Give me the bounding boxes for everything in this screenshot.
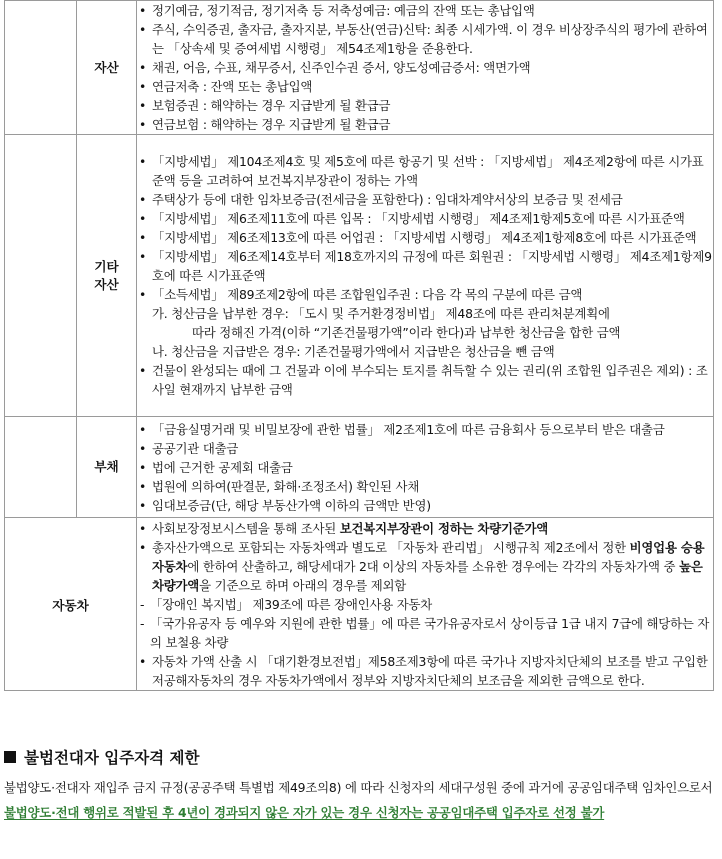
- list-item: [137, 538, 713, 595]
- row-asset: [5, 1, 714, 135]
- list-item: • 연금보험 : 해약하는 경우 지급받게 될 환급금: [137, 115, 713, 134]
- list-item: • 연금저축 : 잔액 또는 총납입액: [137, 77, 713, 96]
- blank-cell: [5, 1, 77, 135]
- list-item: • 공공기관 대출금: [137, 439, 713, 458]
- section-text: 불법양도·전대자 재입주 금지 규정(공공주택 특별법 제49조의8) 에 따라 신청자의 세대구성원 중에 과거에 공공임대주택 임차인으로서: [4, 780, 713, 795]
- list-item: • 「지방세법」 제6조제11호에 따른 입목 : 「지방세법 시행령」 제4조제1항제5호에 따른 시가표준액: [137, 209, 713, 228]
- list-item: • 법에 근거한 공제회 대출금: [137, 458, 713, 477]
- list-item: • 「지방세법」 제104조제4호 및 제5호에 따른 항공기 및 선박 : 「지방세법」 제4조제2항에 따른 시가표준액 등을 고려하여 보건복지부장관이 정하는 가액: [137, 152, 713, 190]
- list-item: • 「지방세법」 제6조제13호에 따른 어업권 : 「지방세법 시행령」 제4조제1항제8호에 따른 시가표준액: [137, 228, 713, 247]
- row-car: [5, 518, 714, 691]
- asset-criteria-table: [4, 0, 714, 691]
- list-item: • 보험증권 : 해약하는 경우 지급받게 될 환급금: [137, 96, 713, 115]
- category-other-asset: [77, 135, 137, 417]
- category-asset: 자산: [77, 1, 137, 135]
- list-item: • 건물이 완성되는 때에 그 건물과 이에 부수되는 토지를 취득할 수 있는 권리(위 조합원 입주권은 제외) : 조사일 현재까지 납부한 금액: [137, 361, 713, 399]
- row-debt: [5, 417, 714, 518]
- sub-item-ga-text: 가. 청산금을 납부한 경우: 「도시 및 주거환경정비법」 제48조에 따른 관리처분계획에: [152, 306, 610, 321]
- section-title: 불법전대자 입주자격 제한: [24, 749, 200, 767]
- section-paragraph: [4, 775, 718, 825]
- car-item2-strong1: 비영업용 승용자동차: [152, 539, 705, 574]
- category-label-line1: 기타: [94, 258, 119, 274]
- other-asset-content: [137, 135, 714, 417]
- blank-cell: [5, 135, 77, 417]
- car-item2-mid: 에 한하여 산출하고, 해당세대가 2대 이상의 자동차를 소유한 경우에는 각각의 자동차가액 중: [187, 558, 680, 574]
- list-item: • 채권, 어음, 수표, 채무증서, 신주인수권 증서, 양도성예금증서: 액면가액: [137, 58, 713, 77]
- list-item: • 정기예금, 정기적금, 정기저축 등 저축성예금: 예금의 잔액 또는 총납입액: [137, 1, 713, 20]
- car-item1-text: 사회보장정보시스템을 통해 조사된: [152, 520, 340, 536]
- row-other-asset: [5, 135, 714, 417]
- car-item2-post: 을 기준으로 하며 아래의 경우를 제외함: [199, 577, 407, 593]
- debt-content: [137, 417, 714, 518]
- car-item1-strong: 보건복지부장관이 정하는 차량기준가액: [339, 520, 549, 536]
- list-item: • 자동차 가액 산출 시 「대기환경보전법」제58조제3항에 따른 국가나 지방자치단체의 보조를 받고 구입한 저공해자동차의 경우 자동차가액에서 정부와 지방자치단체의 보조금을 제외한 금액으로 한다.: [137, 652, 713, 690]
- list-item: • 법원에 의하여(판결문, 화해·조정조서) 확인된 사채: [137, 477, 713, 496]
- category-label-line2: 자산: [94, 276, 119, 292]
- asset-content: [137, 1, 714, 135]
- list-item: • 주식, 수익증권, 출자금, 출자지분, 부동산(연금)신탁: 최종 시세가액. 이 경우 비상장주식의 평가에 관하여는 「상속세 및 증여세법 시행령」 제54조제1항을 준용한다.: [137, 20, 713, 58]
- list-item: [137, 519, 713, 538]
- car-item2-text: 총자산가액으로 포함되는 자동차액과 별도로 「자동차 관리법」 시행규칙 제2조에서 정한: [152, 539, 630, 555]
- list-item: • 「금융실명거래 및 비밀보장에 관한 법률」 제2조제1호에 따른 금융회사 등으로부터 받은 대출금: [137, 420, 713, 439]
- list-item: • 「소득세법」 제89조제2항에 따른 조합원입주권 : 다음 각 목의 구분에 따른 금액: [137, 285, 713, 304]
- blank-cell: [5, 417, 77, 518]
- sub-item-ga-cont: 따라 정해진 가격(이하 “기존건물평가액”이라 한다)과 납부한 청산금을 합한 금액: [192, 325, 621, 340]
- dash-item: - 「국가유공자 등 예우와 지원에 관한 법률」에 따른 국가유공자로서 상이등급 1급 내지 7급에 해당하는 자의 보철용 차량: [137, 614, 713, 652]
- square-bullet-icon: [4, 751, 16, 763]
- sub-item-na: 나. 청산금을 지급받은 경우: 기존건물평가액에서 지급받은 청산금을 뺀 금액: [152, 344, 555, 359]
- section-highlight: 불법양도·전대 행위로 적발된 후 4년이 경과되지 않은 자가 있는 경우 신청자는 공공임대주택 입주자로 선정 불가: [4, 805, 605, 820]
- category-car: 자동차: [5, 518, 137, 691]
- sub-item-ga: [137, 304, 713, 342]
- section-heading: [4, 745, 718, 769]
- dash-item: - 「장애인 복지법」 제39조에 따른 장애인사용 자동차: [137, 595, 713, 614]
- list-item: • 임대보증금(단, 해당 부동산가액 이하의 금액만 반영): [137, 496, 713, 515]
- list-item: • 「지방세법」 제6조제14호부터 제18호까지의 규정에 따른 회원권 : 「지방세법 시행령」 제4조제1항제9호에 따른 시가표준액: [137, 247, 713, 285]
- illegal-sublease-section: [4, 745, 718, 825]
- category-debt: 부채: [77, 417, 137, 518]
- car-content: [137, 518, 714, 691]
- list-item: • 주택상가 등에 대한 임차보증금(전세금을 포함한다) : 임대차계약서상의 보증금 및 전세금: [137, 190, 713, 209]
- car-item2-strong2: 높은 차량가액: [152, 558, 703, 593]
